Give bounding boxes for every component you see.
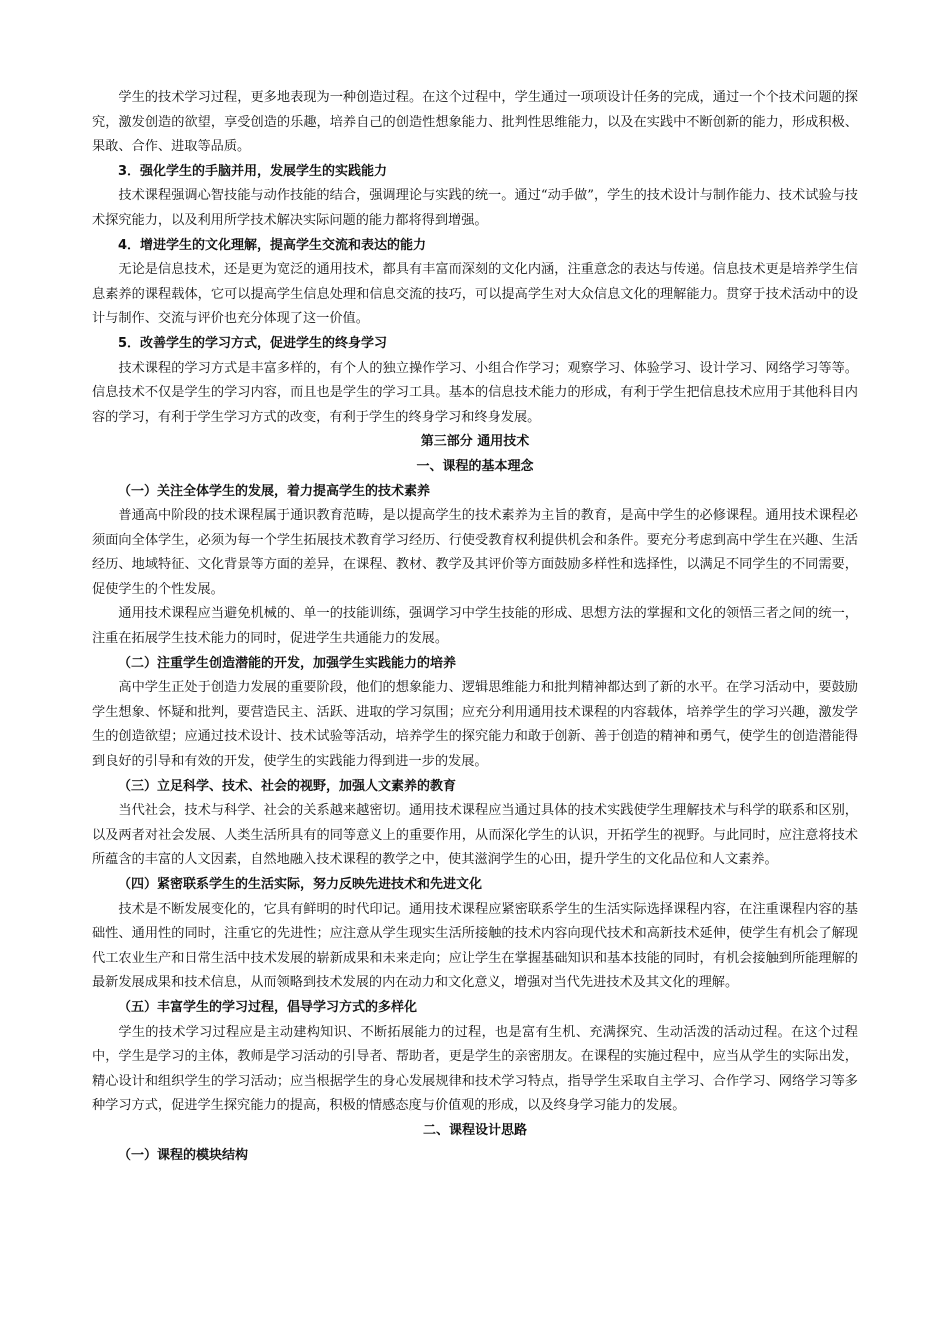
paragraph: 普通高中阶段的技术课程属于通识教育范畴，是以提高学生的技术素养为主旨的教育，是高中学生的必修课程。通用技术课程必须面向全体学生，必须为每一个学生拓展技术教育学习经历、行使受教育权利提供机会和条件。要充分考虑到高中学生在兴趣、生活经历、地域特征、文化背景等方面的差异，在课程、教材、教学及其评价等方面鼓励多样性和选择性，以满足不同学生的不同需要，促使学生的个性发展。 — [92, 508, 858, 597]
subsection-heading: （四）紧密联系学生的生活实际，努力反映先进技术和先进文化 — [118, 877, 483, 892]
chapter-title: 二、课程设计思路 — [422, 1122, 527, 1138]
paragraph: 高中学生正处于创造力发展的重要阶段，他们的想象能力、逻辑思维能力和批判精神都达到了新的水平。在学习活动中，要鼓励学生想象、怀疑和批判，要营造民主、活跃、进取的学习氛围；应充分利用通用技术课程的内容载体，培养学生的学习兴趣，激发学生的创造欲望；应通过技术设计、技术试验等活动，培养学生的探究能力和敢于创新、善于创造的精神和勇气，使学生的创造潜能得到良好的引导和有效的开发，使学生的实践能力得到进一步的发展。 — [92, 680, 858, 770]
document-page — [92, 86, 858, 1168]
subsection-heading: （一）课程的模块结构 — [118, 1147, 249, 1163]
section-heading: 5．改善学生的学习方式，促进学生的终身学习 — [118, 335, 388, 351]
paragraph: 技术课程强调心智技能与动作技能的结合，强调理论与实践的统一。通过“动手做”，学生的技术设计与制作能力、技术试验与技术探究能力，以及利用所学技术解决实际问题的能力都将得到增强。 — [92, 188, 858, 228]
paragraph: 学生的技术学习过程，更多地表现为一种创造过程。在这个过程中，学生通过一项项设计任务的完成，通过一个个技术问题的探究，激发创造的欲望，享受创造的乐趣，培养自己的创造性想象能力、批判性思维能力，以及在实践中不断创新的能力，形成积极、果敢、合作、进取等品质。 — [92, 90, 858, 155]
paragraph: 学生的技术学习过程应是主动建构知识、不断拓展能力的过程，也是富有生机、充满探究、生动活泼的活动过程。在这个过程中，学生是学习的主体，教师是学习活动的引导者、帮助者，更是学生的亲密朋友。在课程的实施过程中，应当从学生的实际出发，精心设计和组织学生的学习活动；应当根据学生的身心发展规律和技术学习特点，指导学生采取自主学习、合作学习、网络学习等多种学习方式，促进学生探究能力的提高，积极的情感态度与价值观的形成，以及终身学习能力的发展。 — [92, 1024, 858, 1114]
paragraph: 无论是信息技术，还是更为宽泛的通用技术，都具有丰富而深刻的文化内涵，注重意念的表达与传递。信息技术更是培养学生信息素养的课程载体，它可以提高学生信息处理和信息交流的技巧，可以提高学生对大众信息文化的理解能力。贯穿于技术活动中的设计与制作、交流与评价也充分体现了这一价值。 — [92, 262, 858, 327]
paragraph: 通用技术课程应当避免机械的、单一的技能训练，强调学习中学生技能的形成、思想方法的掌握和文化的领悟三者之间的统一，注重在拓展学生技术能力的同时，促进学生共通能力的发展。 — [92, 606, 858, 647]
paragraph: 技术课程的学习方式是丰富多样的，有个人的独立操作学习、小组合作学习；观察学习、体验学习、设计学习、网络学习等等。信息技术不仅是学生的学习内容，而且也是学生的学习工具。基本的信息技术能力的形成，有利于学生把信息技术应用于其他科目内容的学习，有利于学生学习方式的改变，有利于学生的终身学习和终身发展。 — [92, 360, 858, 425]
subsection-heading: （一）关注全体学生的发展，着力提高学生的技术素养 — [118, 483, 431, 499]
section-heading: 4．增进学生的文化理解，提高学生交流和表达的能力 — [118, 237, 427, 253]
subsection-heading: （二）注重学生创造潜能的开发，加强学生实践能力的培养 — [118, 655, 457, 671]
subsection-heading: （三）立足科学、技术、社会的视野，加强人文素养的教育 — [118, 778, 457, 794]
part-title: 第三部分 通用技术 — [420, 434, 530, 450]
section-heading: 3．强化学生的手脑并用，发展学生的实践能力 — [118, 163, 388, 179]
chapter-title: 一、课程的基本理念 — [416, 458, 534, 474]
paragraph: 当代社会，技术与科学、社会的关系越来越密切。通用技术课程应当通过具体的技术实践使学生理解技术与科学的联系和区别，以及两者对社会发展、人类生活所具有的同等意义上的重要作用，从而深化学生的认识，开拓学生的视野。与此同时，应注意将技术所蕴含的丰富的人文因素，自然地融入技术课程的教学之中，使其滋润学生的心田，提升学生的文化品位和人文素养。 — [92, 803, 858, 868]
subsection-heading: （五）丰富学生的学习过程，倡导学习方式的多样化 — [118, 999, 418, 1015]
paragraph: 技术是不断发展变化的，它具有鲜明的时代印记。通用技术课程应紧密联系学生的生活实际选择课程内容，在注重课程内容的基础性、通用性的同时，注重它的先进性；应注意从学生现实生活所接触的技术内容向现代技术和高新技术延伸，使学生有机会了解现代工农业生产和日常生活中技术发展的崭新成果和未来走向；应让学生在掌握基础知识和基本技能的同时，有机会接触到所能理解的最新发展成果和技术信息，从而领略到技术发展的内在动力和文化意义，增强对当代先进技术及其文化的理解。 — [92, 901, 858, 991]
